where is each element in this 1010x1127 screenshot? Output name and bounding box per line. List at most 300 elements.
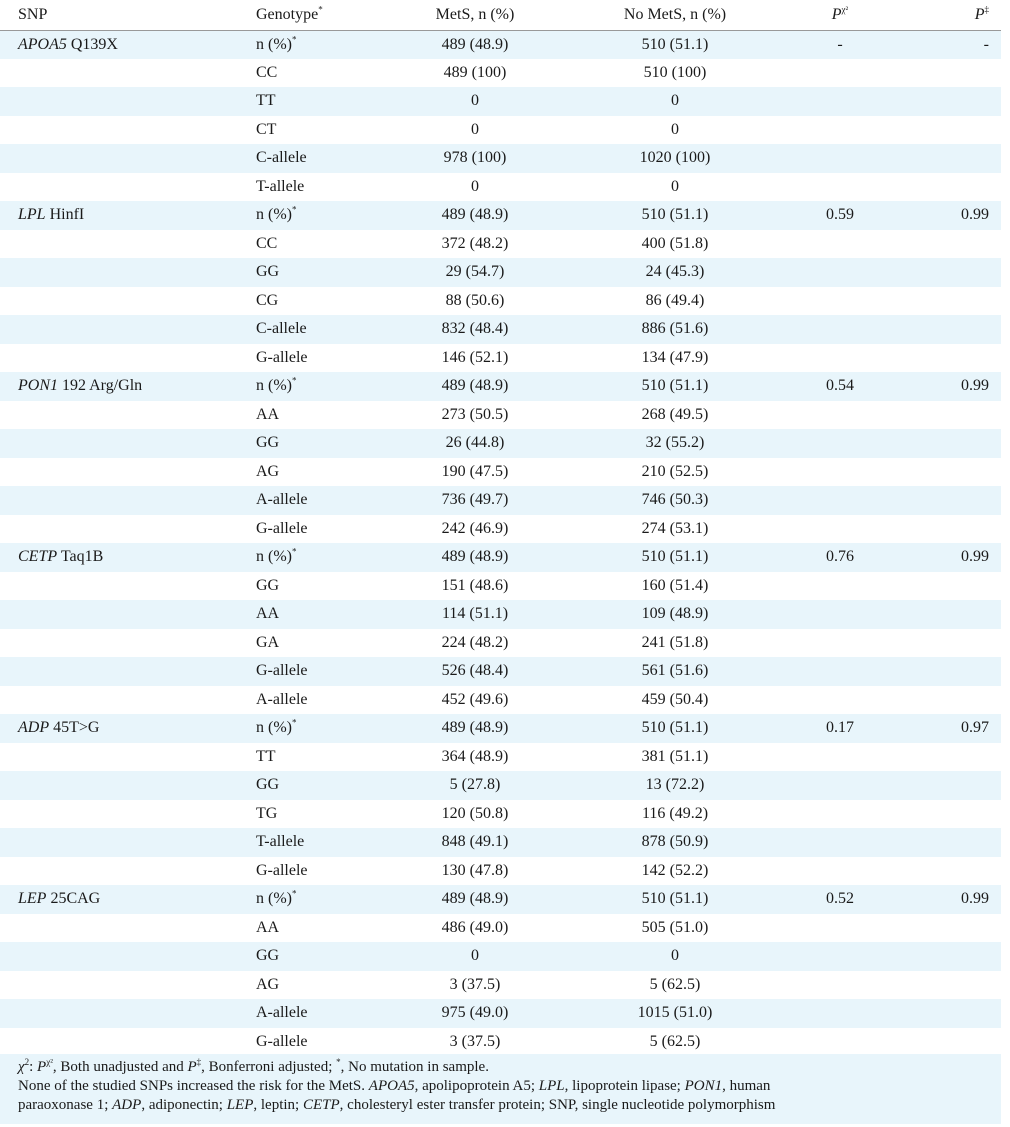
genotype-label: n (%) [256, 206, 292, 224]
cell-no-mets: 1020 (100) [639, 149, 711, 167]
cell-p-chi [780, 315, 900, 344]
cell-no-mets: 32 (55.2) [645, 434, 705, 452]
genotype-label: GG [256, 576, 280, 594]
cell-mets: 0 [471, 177, 479, 195]
cell-p-chi [780, 971, 900, 1000]
cell-snp [0, 429, 244, 458]
cell-p-chi [780, 572, 900, 601]
cell-snp [0, 401, 244, 430]
gene-name: PON1 [18, 377, 58, 395]
genotype-label: CT [256, 120, 277, 138]
cell-p-chi [780, 144, 900, 173]
cell-p-bonf [900, 401, 1001, 430]
cell-p-bonf [900, 999, 1001, 1028]
genotype-label: G-allele [256, 662, 308, 680]
cell-mets: 242 (46.9) [441, 519, 509, 537]
cell-no-mets: 886 (51.6) [641, 320, 709, 338]
cell-genotype [244, 116, 380, 145]
table-row [0, 59, 1001, 88]
table-row [0, 1028, 1001, 1057]
cell-p-chi [780, 999, 900, 1028]
genotype-label: A-allele [256, 1004, 308, 1022]
cell-snp [0, 543, 244, 572]
cell-p-bonf [900, 686, 1001, 715]
cell-snp [0, 914, 244, 943]
cell-snp [0, 600, 244, 629]
cell-snp [0, 230, 244, 259]
table-row [0, 743, 1001, 772]
cell-p-chi [780, 629, 900, 658]
table-row [0, 401, 1001, 430]
header-genotype-mark: * [318, 4, 323, 15]
footnote-fragment: None of the studied SNPs increased the risk for the MetS. [18, 1078, 369, 1094]
genotype-label: T-allele [256, 177, 305, 195]
footnote-fragment: : [29, 1059, 38, 1075]
cell-no-mets: 134 (47.9) [641, 348, 709, 366]
header-no-mets: No MetS, n (%) [570, 0, 780, 30]
cell-p-chi [780, 914, 900, 943]
footnote-fragment: χ² [46, 1057, 53, 1067]
cell-genotype [244, 230, 380, 259]
table-row [0, 30, 1001, 59]
genotype-label: GA [256, 633, 280, 651]
cell-snp [0, 458, 244, 487]
cell-genotype [244, 1028, 380, 1057]
cell-genotype [244, 999, 380, 1028]
footnote-line-2 [18, 1077, 991, 1096]
genotype-label: GG [256, 947, 280, 965]
cell-mets: 489 (48.9) [441, 890, 509, 908]
cell-snp [0, 771, 244, 800]
genotype-label: CG [256, 291, 279, 309]
cell-p-chi [780, 344, 900, 373]
cell-p-chi [780, 600, 900, 629]
cell-no-mets: 510 (51.1) [641, 377, 709, 395]
cell-genotype [244, 885, 380, 914]
cell-p-bonf [900, 800, 1001, 829]
cell-mets: 0 [471, 92, 479, 110]
genotype-label: C-allele [256, 320, 307, 338]
cell-genotype [244, 173, 380, 202]
cell-mets: 486 (49.0) [441, 918, 509, 936]
cell-p-bonf [900, 771, 1001, 800]
footnote-fragment: χ [18, 1059, 25, 1075]
cell-genotype [244, 743, 380, 772]
header-row [0, 0, 1001, 30]
table-footnote [0, 1054, 1001, 1124]
cell-p-chi [780, 87, 900, 116]
footnote-line-3 [18, 1096, 991, 1115]
cell-snp [0, 173, 244, 202]
cell-no-mets: 505 (51.0) [641, 918, 709, 936]
cell-no-mets: 86 (49.4) [645, 291, 705, 309]
table-row [0, 942, 1001, 971]
cell-genotype [244, 771, 380, 800]
cell-no-mets: 510 (51.1) [641, 206, 709, 224]
genotype-label: GG [256, 434, 280, 452]
table-row [0, 287, 1001, 316]
genotype-label: TT [256, 92, 276, 110]
cell-no-mets: 24 (45.3) [645, 263, 705, 281]
cell-mets: 452 (49.6) [441, 690, 509, 708]
table-row [0, 914, 1001, 943]
cell-snp [0, 743, 244, 772]
cell-p-chi [780, 657, 900, 686]
cell-mets: 130 (47.8) [441, 861, 509, 879]
cell-p-chi [780, 942, 900, 971]
table-row [0, 230, 1001, 259]
cell-mets: 151 (48.6) [441, 576, 509, 594]
cell-no-mets: 878 (50.9) [641, 833, 709, 851]
footnote-fragment: , Both unadjusted and [52, 1059, 188, 1075]
genotype-label: AA [256, 918, 280, 936]
cell-mets: 88 (50.6) [445, 291, 505, 309]
cell-p-bonf [900, 572, 1001, 601]
table-row [0, 258, 1001, 287]
cell-snp [0, 857, 244, 886]
cell-mets: 489 (48.9) [441, 35, 509, 53]
cell-p-bonf [900, 59, 1001, 88]
table-row [0, 344, 1001, 373]
cell-genotype [244, 714, 380, 743]
cell-p-chi [780, 116, 900, 145]
cell-no-mets: 1015 (51.0) [637, 1004, 713, 1022]
table-row [0, 572, 1001, 601]
cell-genotype [244, 828, 380, 857]
cell-genotype [244, 971, 380, 1000]
cell-p-bonf [900, 914, 1001, 943]
cell-no-mets: 561 (51.6) [641, 662, 709, 680]
cell-no-mets: 268 (49.5) [641, 405, 709, 423]
cell-snp [0, 201, 244, 230]
cell-mets: 489 (48.9) [441, 377, 509, 395]
table-row [0, 144, 1001, 173]
cell-mets: 0 [471, 120, 479, 138]
genotype-label: A-allele [256, 491, 308, 509]
cell-p-bonf [900, 600, 1001, 629]
cell-no-mets: 510 (51.1) [641, 35, 709, 53]
header-p-chi-mark: χ² [841, 4, 849, 15]
table-row [0, 686, 1001, 715]
cell-p-chi [780, 230, 900, 259]
cell-snp [0, 59, 244, 88]
cell-p-chi [780, 743, 900, 772]
cell-genotype [244, 800, 380, 829]
gene-name: ADP [18, 719, 50, 737]
table-row [0, 629, 1001, 658]
cell-mets: 146 (52.1) [441, 348, 509, 366]
footnote-fragment: PON1 [684, 1078, 723, 1094]
gene-name: LEP [18, 890, 47, 908]
cell-no-mets: 0 [671, 947, 679, 965]
genotype-label: CC [256, 63, 278, 81]
footnote-fragment: P [187, 1059, 197, 1075]
footnote-fragment: paraoxonase 1; [18, 1097, 113, 1113]
variant-name: 25CAG [46, 890, 101, 908]
footnote-fragment: LPL [538, 1078, 565, 1094]
genotype-label: GG [256, 263, 280, 281]
genotype-mark: * [291, 717, 297, 728]
cell-mets: 3 (37.5) [449, 1032, 501, 1050]
table-row [0, 87, 1001, 116]
cell-mets: 372 (48.2) [441, 234, 509, 252]
cell-mets: 489 (48.9) [441, 548, 509, 566]
footnote-fragment: ADP [112, 1097, 142, 1113]
cell-no-mets: 400 (51.8) [641, 234, 709, 252]
footnote-fragment: * [336, 1057, 341, 1067]
cell-snp [0, 344, 244, 373]
footnote-fragment: , lipoprotein lipase; [564, 1078, 685, 1094]
footnote-fragment: CETP [302, 1097, 340, 1113]
genotype-mark: * [291, 375, 297, 386]
cell-p-bonf [900, 87, 1001, 116]
cell-snp [0, 30, 244, 59]
gene-name: APOA5 [18, 35, 67, 53]
cell-snp [0, 87, 244, 116]
footnote-fragment: , human [722, 1078, 771, 1094]
table-row [0, 600, 1001, 629]
cell-genotype [244, 572, 380, 601]
footnote-fragment: ‡ [196, 1057, 202, 1067]
cell-no-mets: 241 (51.8) [641, 633, 709, 651]
cell-p-chi [780, 771, 900, 800]
genotype-label: n (%) [256, 548, 292, 566]
cell-snp [0, 800, 244, 829]
cell-mets: 736 (49.7) [441, 491, 509, 509]
cell-p-chi [780, 173, 900, 202]
footnote-fragment: , Bonferroni adjusted; [201, 1059, 337, 1075]
cell-p-bonf [900, 173, 1001, 202]
cell-snp [0, 116, 244, 145]
cell-mets: 832 (48.4) [441, 320, 509, 338]
cell-no-mets: 510 (100) [643, 63, 707, 81]
cell-genotype [244, 458, 380, 487]
cell-no-mets: 0 [671, 92, 679, 110]
cell-genotype [244, 657, 380, 686]
cell-genotype [244, 914, 380, 943]
cell-snp [0, 515, 244, 544]
footnote-fragment: APOA5 [368, 1078, 415, 1094]
cell-p-bonf: - [983, 35, 989, 53]
cell-p-chi [780, 515, 900, 544]
cell-p-chi [780, 458, 900, 487]
cell-snp [0, 1028, 244, 1057]
variant-name: HinfI [45, 206, 85, 224]
genotype-label: TT [256, 747, 276, 765]
cell-snp [0, 144, 244, 173]
footnote-fragment: P [37, 1059, 47, 1075]
cell-genotype [244, 287, 380, 316]
cell-p-bonf: 0.99 [961, 377, 989, 395]
table-row [0, 486, 1001, 515]
cell-mets: 0 [471, 947, 479, 965]
table-row [0, 372, 1001, 401]
table-body [0, 30, 1001, 1056]
cell-genotype [244, 429, 380, 458]
cell-p-chi [780, 800, 900, 829]
cell-p-bonf [900, 971, 1001, 1000]
footnote-fragment: , No mutation in sample. [340, 1059, 489, 1075]
cell-genotype [244, 344, 380, 373]
cell-p-chi: 0.17 [826, 719, 854, 737]
cell-genotype [244, 543, 380, 572]
cell-p-bonf [900, 857, 1001, 886]
cell-snp [0, 287, 244, 316]
footnote-fragment: , leptin; [253, 1097, 303, 1113]
cell-p-bonf: 0.99 [961, 548, 989, 566]
cell-no-mets: 381 (51.1) [641, 747, 709, 765]
cell-p-chi: 0.52 [826, 890, 854, 908]
cell-snp [0, 999, 244, 1028]
variant-name: Taq1B [57, 548, 104, 566]
cell-p-bonf [900, 315, 1001, 344]
table-row [0, 657, 1001, 686]
table-row [0, 714, 1001, 743]
cell-mets: 848 (49.1) [441, 833, 509, 851]
cell-p-chi [780, 1028, 900, 1057]
cell-genotype [244, 59, 380, 88]
table-row [0, 971, 1001, 1000]
cell-p-bonf [900, 344, 1001, 373]
cell-no-mets: 5 (62.5) [649, 975, 701, 993]
genotype-label: AG [256, 975, 280, 993]
genotype-label: n (%) [256, 890, 292, 908]
genotype-mark: * [291, 888, 297, 899]
cell-mets: 526 (48.4) [441, 662, 509, 680]
cell-snp [0, 942, 244, 971]
cell-no-mets: 459 (50.4) [641, 690, 709, 708]
footnote-line-1 [18, 1058, 991, 1077]
table-row [0, 429, 1001, 458]
table-row [0, 116, 1001, 145]
header-genotype: Genotype* [244, 0, 380, 30]
cell-genotype [244, 315, 380, 344]
genotype-mark: * [291, 34, 297, 45]
genotype-label: T-allele [256, 833, 305, 851]
cell-mets: 29 (54.7) [445, 263, 505, 281]
header-p-chi: $P^{\chi^2}$ [780, 0, 900, 30]
cell-snp [0, 657, 244, 686]
genotype-label: AA [256, 405, 280, 423]
cell-no-mets: 510 (51.1) [641, 719, 709, 737]
table-row [0, 315, 1001, 344]
cell-p-bonf [900, 287, 1001, 316]
cell-p-bonf [900, 230, 1001, 259]
cell-p-chi [780, 828, 900, 857]
cell-genotype [244, 30, 380, 59]
genotype-label: G-allele [256, 519, 308, 537]
cell-genotype [244, 401, 380, 430]
genotype-label: n (%) [256, 719, 292, 737]
cell-p-chi: 0.54 [826, 377, 854, 395]
table-row [0, 828, 1001, 857]
cell-no-mets: 746 (50.3) [641, 491, 709, 509]
cell-genotype [244, 144, 380, 173]
cell-p-bonf: 0.97 [961, 719, 989, 737]
cell-genotype [244, 486, 380, 515]
genotype-mark: * [291, 204, 297, 215]
cell-no-mets: 116 (49.2) [641, 804, 709, 822]
genotype-label: AA [256, 605, 280, 623]
genotype-label: n (%) [256, 377, 292, 395]
cell-no-mets: 210 (52.5) [641, 462, 709, 480]
cell-snp [0, 885, 244, 914]
cell-no-mets: 109 (48.9) [641, 605, 709, 623]
genotype-label: GG [256, 776, 280, 794]
header-p-bonf-mark: ‡ [984, 4, 989, 15]
header-snp: SNP [0, 0, 244, 30]
cell-p-bonf: 0.99 [961, 890, 989, 908]
cell-p-bonf [900, 429, 1001, 458]
cell-p-bonf [900, 1028, 1001, 1057]
genotype-label: CC [256, 234, 278, 252]
cell-mets: 489 (48.9) [441, 719, 509, 737]
cell-snp [0, 258, 244, 287]
gene-name: LPL [18, 206, 46, 224]
table-row [0, 857, 1001, 886]
cell-no-mets: 13 (72.2) [645, 776, 705, 794]
cell-p-bonf [900, 116, 1001, 145]
cell-mets: 26 (44.8) [445, 434, 505, 452]
table-row [0, 515, 1001, 544]
genotype-label: n (%) [256, 35, 292, 53]
footnote-fragment: , cholesteryl ester transfer protein; SNP, single nucleotide polymorphism [339, 1097, 776, 1113]
cell-snp [0, 486, 244, 515]
cell-mets: 114 (51.1) [441, 605, 509, 623]
cell-p-bonf [900, 458, 1001, 487]
genotype-label: A-allele [256, 690, 308, 708]
genotype-label: AG [256, 462, 280, 480]
genotype-mark: * [291, 546, 297, 557]
cell-genotype [244, 629, 380, 658]
cell-no-mets: 142 (52.2) [641, 861, 709, 879]
table-row [0, 999, 1001, 1028]
cell-no-mets: 0 [671, 120, 679, 138]
cell-genotype [244, 258, 380, 287]
cell-p-bonf [900, 486, 1001, 515]
cell-p-chi: 0.76 [826, 548, 854, 566]
cell-p-chi: - [837, 35, 843, 53]
cell-p-chi [780, 857, 900, 886]
cell-p-bonf: 0.99 [961, 206, 989, 224]
cell-snp [0, 572, 244, 601]
cell-snp [0, 372, 244, 401]
footnote-fragment: LEP [226, 1097, 254, 1113]
cell-no-mets: 510 (51.1) [641, 548, 709, 566]
cell-genotype [244, 600, 380, 629]
cell-genotype [244, 942, 380, 971]
cell-mets: 978 (100) [443, 149, 507, 167]
cell-snp [0, 629, 244, 658]
cell-genotype [244, 372, 380, 401]
cell-mets: 273 (50.5) [441, 405, 509, 423]
variant-name: Q139X [66, 35, 118, 53]
cell-p-chi [780, 686, 900, 715]
cell-p-bonf [900, 657, 1001, 686]
cell-p-bonf [900, 258, 1001, 287]
cell-p-chi [780, 59, 900, 88]
cell-p-bonf [900, 942, 1001, 971]
header-p-bonf: P‡ [900, 0, 1001, 30]
cell-p-chi: 0.59 [826, 206, 854, 224]
genotype-label: G-allele [256, 861, 308, 879]
cell-snp [0, 714, 244, 743]
cell-snp [0, 315, 244, 344]
genotype-label: G-allele [256, 1032, 308, 1050]
cell-p-bonf [900, 144, 1001, 173]
cell-p-chi [780, 287, 900, 316]
cell-mets: 975 (49.0) [441, 1004, 509, 1022]
